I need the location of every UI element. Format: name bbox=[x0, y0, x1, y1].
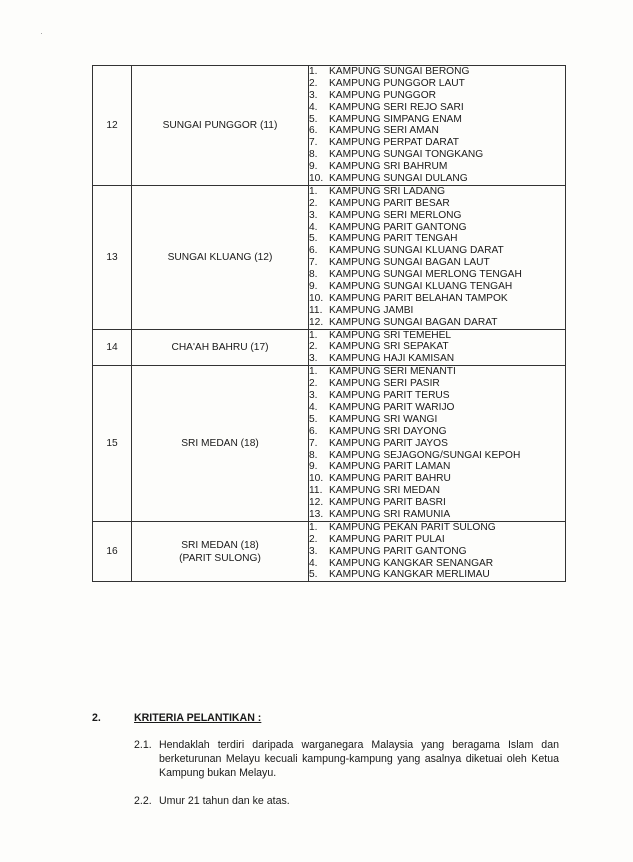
village-list bbox=[309, 330, 565, 366]
table-row bbox=[93, 66, 566, 186]
list-item bbox=[309, 281, 565, 293]
list-item bbox=[309, 461, 565, 473]
list-item bbox=[309, 114, 565, 126]
village-name: KAMPUNG JAMBI bbox=[329, 304, 414, 316]
section-heading bbox=[92, 712, 562, 724]
area-name: SRI MEDAN (18) bbox=[181, 438, 259, 450]
village-list bbox=[309, 366, 565, 521]
area-name: SRI MEDAN (18) bbox=[181, 539, 259, 551]
list-item bbox=[309, 402, 565, 414]
list-item bbox=[309, 149, 565, 161]
list-item bbox=[309, 186, 565, 198]
list-item bbox=[309, 293, 565, 305]
list-item bbox=[309, 222, 565, 234]
village-name: KAMPUNG PUNGGOR LAUT bbox=[329, 77, 465, 89]
village-number: 6. bbox=[309, 245, 318, 257]
village-number: 9. bbox=[309, 281, 318, 293]
village-number: 6. bbox=[309, 425, 318, 437]
village-number: 1. bbox=[309, 366, 318, 378]
village-list-cell bbox=[309, 66, 566, 186]
table-row bbox=[93, 185, 566, 329]
table-row bbox=[93, 521, 566, 581]
list-item bbox=[309, 497, 565, 509]
village-number: 5. bbox=[309, 233, 318, 245]
list-item bbox=[309, 78, 565, 90]
list-item bbox=[309, 125, 565, 137]
village-number: 2. bbox=[309, 77, 318, 89]
village-name: KAMPUNG SUNGAI BAGAN LAUT bbox=[329, 257, 490, 269]
area-subname: (PARIT SULONG) bbox=[179, 552, 261, 564]
village-name: KAMPUNG KANGKAR MERLIMAU bbox=[329, 569, 490, 581]
village-number: 3. bbox=[309, 209, 318, 221]
village-number: 1. bbox=[309, 329, 318, 341]
list-item bbox=[309, 269, 565, 281]
village-name: KAMPUNG SEJAGONG/SUNGAI KEPOH bbox=[329, 449, 521, 461]
village-name: KAMPUNG HAJI KAMISAN bbox=[329, 353, 455, 365]
village-list-cell bbox=[309, 521, 566, 581]
list-item bbox=[309, 485, 565, 497]
area-name-cell bbox=[132, 366, 309, 522]
section-title: KRITERIA PELANTIKAN : bbox=[134, 712, 262, 724]
list-item bbox=[309, 66, 565, 78]
criteria-item-text: Hendaklah terdiri daripada warganegara Malaysia yang beragama Islam dan berketurunan Melayu kecuali kampung-kampung yang asalnya diketuai oleh Ketua Kampung bukan Melayu. bbox=[159, 739, 559, 779]
village-number: 3. bbox=[309, 545, 318, 557]
village-number: 7. bbox=[309, 137, 318, 149]
village-name: KAMPUNG SUNGAI KLUANG TENGAH bbox=[329, 281, 513, 293]
list-item bbox=[309, 173, 565, 185]
table-row bbox=[93, 329, 566, 366]
list-item bbox=[309, 317, 565, 329]
village-table bbox=[92, 65, 566, 582]
list-item bbox=[309, 90, 565, 102]
village-name: KAMPUNG KANGKAR SENANGAR bbox=[329, 557, 494, 569]
table-row bbox=[93, 366, 566, 522]
village-name: KAMPUNG SRI SEPAKAT bbox=[329, 341, 449, 353]
village-name: KAMPUNG SRI LADANG bbox=[329, 185, 446, 197]
village-name: KAMPUNG SUNGAI MERLONG TENGAH bbox=[329, 269, 522, 281]
village-number: 4. bbox=[309, 401, 318, 413]
village-list-cell bbox=[309, 329, 566, 366]
village-name: KAMPUNG PARIT PULAI bbox=[329, 533, 445, 545]
area-name: SUNGAI PUNGGOR (11) bbox=[162, 119, 278, 131]
village-name: KAMPUNG PARIT BAHRU bbox=[329, 473, 451, 485]
list-item bbox=[309, 426, 565, 438]
row-number: 12 bbox=[93, 66, 132, 186]
village-number: 12. bbox=[309, 316, 324, 328]
village-name: KAMPUNG SRI TEMEHEL bbox=[329, 329, 452, 341]
village-name: KAMPUNG PARIT WARIJO bbox=[329, 401, 455, 413]
village-name: KAMPUNG PARIT TENGAH bbox=[329, 233, 458, 245]
village-name: KAMPUNG PARIT TERUS bbox=[329, 390, 450, 402]
area-name: SUNGAI KLUANG (12) bbox=[167, 251, 273, 263]
village-name: KAMPUNG PARIT LAMAN bbox=[329, 461, 451, 473]
village-number: 2. bbox=[309, 197, 318, 209]
village-number: 10. bbox=[309, 292, 324, 304]
section-number: 2. bbox=[92, 712, 101, 724]
village-number: 7. bbox=[309, 257, 318, 269]
village-number: 10. bbox=[309, 473, 324, 485]
list-item bbox=[309, 233, 565, 245]
village-name: KAMPUNG PARIT BASRI bbox=[329, 497, 446, 509]
village-number: 2. bbox=[309, 378, 318, 390]
village-name: KAMPUNG SRI RAMUNIA bbox=[329, 508, 451, 520]
village-number: 3. bbox=[309, 390, 318, 402]
criteria-item-text: Umur 21 tahun dan ke atas. bbox=[159, 795, 290, 807]
list-item bbox=[309, 473, 565, 485]
row-number: 16 bbox=[93, 521, 132, 581]
village-name: KAMPUNG SERI PASIR bbox=[329, 378, 440, 390]
area-name-cell bbox=[132, 521, 309, 581]
list-item bbox=[309, 341, 565, 353]
village-number: 6. bbox=[309, 125, 318, 137]
village-number: 8. bbox=[309, 449, 318, 461]
village-table-body bbox=[93, 66, 566, 582]
village-list-cell bbox=[309, 185, 566, 329]
list-item bbox=[309, 330, 565, 342]
village-name: KAMPUNG SRI DAYONG bbox=[329, 425, 447, 437]
village-number: 12. bbox=[309, 497, 324, 509]
row-number: 14 bbox=[93, 329, 132, 366]
list-item bbox=[309, 257, 565, 269]
village-name: KAMPUNG SUNGAI BERONG bbox=[329, 66, 470, 77]
village-name: KAMPUNG SUNGAI KLUANG DARAT bbox=[329, 245, 504, 257]
village-name: KAMPUNG PERPAT DARAT bbox=[329, 137, 460, 149]
list-item bbox=[309, 509, 565, 521]
village-number: 8. bbox=[309, 149, 318, 161]
village-name: KAMPUNG SERI REJO SARI bbox=[329, 101, 464, 113]
village-number: 4. bbox=[309, 101, 318, 113]
village-name: KAMPUNG PARIT GANTONG bbox=[329, 545, 467, 557]
village-name: KAMPUNG SUNGAI BAGAN DARAT bbox=[329, 316, 498, 328]
criteria-item bbox=[134, 738, 562, 780]
criteria-item bbox=[134, 794, 562, 808]
village-number: 5. bbox=[309, 413, 318, 425]
village-name: KAMPUNG PARIT JAYOS bbox=[329, 437, 448, 449]
row-number: 15 bbox=[93, 366, 132, 522]
criteria-section bbox=[92, 712, 562, 808]
village-number: 13. bbox=[309, 508, 324, 520]
village-number: 5. bbox=[309, 113, 318, 125]
area-name-cell bbox=[132, 185, 309, 329]
village-number: 1. bbox=[309, 185, 318, 197]
list-item bbox=[309, 438, 565, 450]
village-number: 3. bbox=[309, 353, 318, 365]
village-name: KAMPUNG PUNGGOR bbox=[329, 89, 436, 101]
village-name: KAMPUNG SERI MERLONG bbox=[329, 209, 462, 221]
village-number: 10. bbox=[309, 173, 324, 185]
village-name: KAMPUNG SRI WANGI bbox=[329, 413, 438, 425]
village-name: KAMPUNG PARIT BELAHAN TAMPOK bbox=[329, 292, 508, 304]
village-number: 8. bbox=[309, 269, 318, 281]
row-number: 13 bbox=[93, 185, 132, 329]
criteria-item-number: 2.1. bbox=[134, 739, 152, 751]
criteria-item-number: 2.2. bbox=[134, 795, 152, 807]
list-item bbox=[309, 378, 565, 390]
village-number: 3. bbox=[309, 89, 318, 101]
village-number: 9. bbox=[309, 161, 318, 173]
village-list bbox=[309, 66, 565, 185]
list-item bbox=[309, 558, 565, 570]
list-item bbox=[309, 414, 565, 426]
list-item bbox=[309, 522, 565, 534]
village-name: KAMPUNG PARIT BESAR bbox=[329, 197, 450, 209]
list-item bbox=[309, 137, 565, 149]
area-name-cell bbox=[132, 329, 309, 366]
village-name: KAMPUNG SIMPANG ENAM bbox=[329, 113, 462, 125]
list-item bbox=[309, 546, 565, 558]
village-number: 11. bbox=[309, 304, 323, 316]
village-name: KAMPUNG PARIT GANTONG bbox=[329, 221, 467, 233]
village-number: 4. bbox=[309, 557, 318, 569]
list-item bbox=[309, 366, 565, 378]
area-name-cell bbox=[132, 66, 309, 186]
list-item bbox=[309, 161, 565, 173]
village-list bbox=[309, 522, 565, 581]
village-name: KAMPUNG SRI MEDAN bbox=[329, 485, 440, 497]
village-number: 1. bbox=[309, 66, 318, 77]
village-number: 5. bbox=[309, 569, 318, 581]
list-item bbox=[309, 450, 565, 462]
village-name: KAMPUNG SERI AMAN bbox=[329, 125, 439, 137]
village-list bbox=[309, 186, 565, 329]
scan-speck: · bbox=[40, 28, 43, 38]
village-name: KAMPUNG SUNGAI DULANG bbox=[329, 173, 468, 185]
list-item bbox=[309, 198, 565, 210]
list-item bbox=[309, 390, 565, 402]
list-item bbox=[309, 210, 565, 222]
list-item bbox=[309, 245, 565, 257]
village-number: 1. bbox=[309, 521, 318, 533]
village-list-cell bbox=[309, 366, 566, 522]
village-name: KAMPUNG SERI MENANTI bbox=[329, 366, 456, 378]
village-number: 11. bbox=[309, 485, 323, 497]
village-number: 4. bbox=[309, 221, 318, 233]
village-number: 2. bbox=[309, 533, 318, 545]
village-number: 7. bbox=[309, 437, 318, 449]
list-item bbox=[309, 305, 565, 317]
village-number: 2. bbox=[309, 341, 318, 353]
village-name: KAMPUNG SRI BAHRUM bbox=[329, 161, 448, 173]
list-item bbox=[309, 534, 565, 546]
list-item bbox=[309, 569, 565, 581]
area-name: CHA'AH BAHRU (17) bbox=[171, 341, 269, 353]
village-name: KAMPUNG PEKAN PARIT SULONG bbox=[329, 521, 496, 533]
list-item bbox=[309, 353, 565, 365]
village-name: KAMPUNG SUNGAI TONGKANG bbox=[329, 149, 484, 161]
village-number: 9. bbox=[309, 461, 318, 473]
list-item bbox=[309, 102, 565, 114]
